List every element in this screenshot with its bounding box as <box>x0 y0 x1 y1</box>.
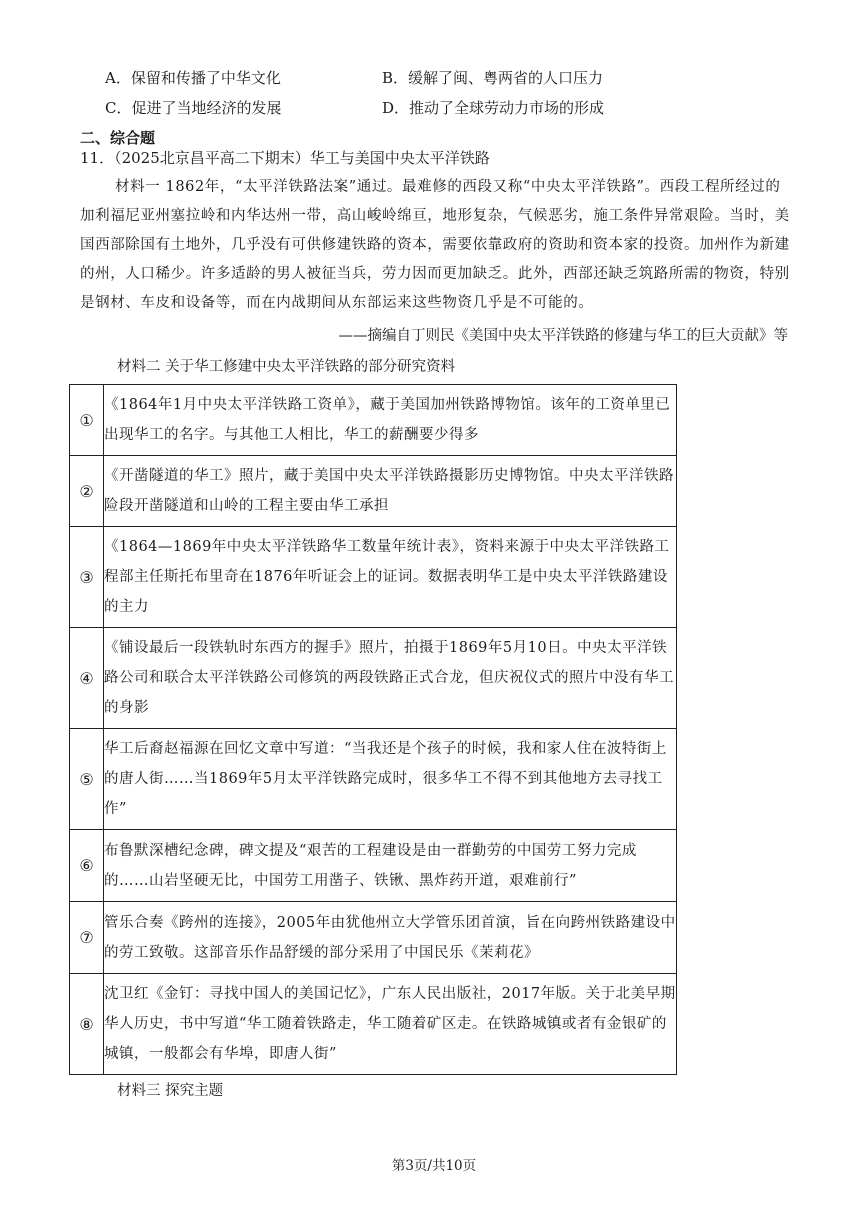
option-b: B．缓解了闽、粤两省的人口压力 <box>382 69 604 87</box>
row-text: 《铺设最后一段铁轨时东西方的握手》照片，拍摄于1869年5月10日。中央太平洋铁路公司和联合太平洋铁路公司修筑的两段铁路正式合龙，但庆祝仪式的照片中没有华工的身影 <box>104 628 677 729</box>
option-c: C．促进了当地经济的发展 <box>105 99 282 117</box>
question-title: 11．（2025北京昌平高二下期末）华工与美国中央太平洋铁路 <box>80 149 490 167</box>
material-2-title: 材料二 关于华工修建中央太平洋铁路的部分研究资料 <box>117 359 456 375</box>
material-1-source: ——摘编自丁则民《美国中央太平洋铁路的修建与华工的巨大贡献》等 <box>338 328 788 344</box>
row-number: ⑤ <box>70 729 104 830</box>
row-text: 布鲁默深槽纪念碑，碑文提及“艰苦的工程建设是由一群勤劳的中国劳工努力完成的……山岩坚硬无比，中国劳工用凿子、铁锹、黑炸药开道，艰难前行” <box>104 830 677 902</box>
row-number: ⑧ <box>70 974 104 1075</box>
row-number: ⑦ <box>70 902 104 974</box>
material-1: 材料一 1862年，“太平洋铁路法案”通过。最难修的西段又称“中央太平洋铁路”。西段工程所经过的加利福尼亚州塞拉岭和内华达州一带，高山峻岭绵亘，地形复杂，气候恶劣，施工条件异常艰险。当时，美国西部除国有土地外，几乎没有可供修建铁路的资本，需要依靠政府的资助和资本家的投资。加州作为新建的州，人口稀少。许多适龄的男人被征当兵，劳力因而更加缺乏。此外，西部还缺乏筑路所需的物资，特别是钢材、车皮和设备等，而在内战期间从东部运来这些物资几乎是不可能的。 <box>80 179 790 311</box>
table-row <box>70 902 677 974</box>
row-number: ② <box>70 456 104 527</box>
table-row <box>70 628 677 729</box>
row-text: 沈卫红《金钉：寻找中国人的美国记忆》，广东人民出版社，2017年版。关于北美早期华人历史，书中写道“华工随着铁路走，华工随着矿区走。在铁路城镇或者有金银矿的城镇，一般都会有华埠，即唐人街” <box>104 974 677 1075</box>
row-text: 华工后裔赵福源在回忆文章中写道：“当我还是个孩子的时候，我和家人住在波特街上的唐人街……当1869年5月太平洋铁路完成时，很多华工不得不到其他地方去寻找工作” <box>104 729 677 830</box>
table-row <box>70 456 677 527</box>
row-text: 《1864年1月中央太平洋铁路工资单》，藏于美国加州铁路博物馆。该年的工资单里已出现华工的名字。与其他工人相比，华工的薪酬要少得多 <box>104 385 677 456</box>
table-row <box>70 385 677 456</box>
research-table <box>69 384 677 1075</box>
table-row <box>70 974 677 1075</box>
row-text: 管乐合奏《跨州的连接》，2005年由犹他州立大学管乐团首演，旨在向跨州铁路建设中的劳工致敬。这部音乐作品舒缓的部分采用了中国民乐《茉莉花》 <box>104 902 677 974</box>
row-number: ④ <box>70 628 104 729</box>
row-number: ⑥ <box>70 830 104 902</box>
section-title: 二、综合题 <box>80 129 156 147</box>
material-3-title: 材料三 探究主题 <box>117 1083 224 1099</box>
table-row <box>70 830 677 902</box>
table-row <box>70 527 677 628</box>
option-a: A．保留和传播了中华文化 <box>105 69 281 87</box>
row-text: 《1864—1869年中央太平洋铁路华工数量年统计表》，资料来源于中央太平洋铁路工程部主任斯托布里奇在1876年听证会上的证词。数据表明华工是中央太平洋铁路建设的主力 <box>104 527 677 628</box>
page-footer: 第3页/共10页 <box>391 1158 477 1174</box>
row-number: ③ <box>70 527 104 628</box>
row-number: ① <box>70 385 104 456</box>
row-text: 《开凿隧道的华工》照片，藏于美国中央太平洋铁路摄影历史博物馆。中央太平洋铁路险段开凿隧道和山岭的工程主要由华工承担 <box>104 456 677 527</box>
option-d: D．推动了全球劳动力市场的形成 <box>382 99 605 117</box>
table-row <box>70 729 677 830</box>
